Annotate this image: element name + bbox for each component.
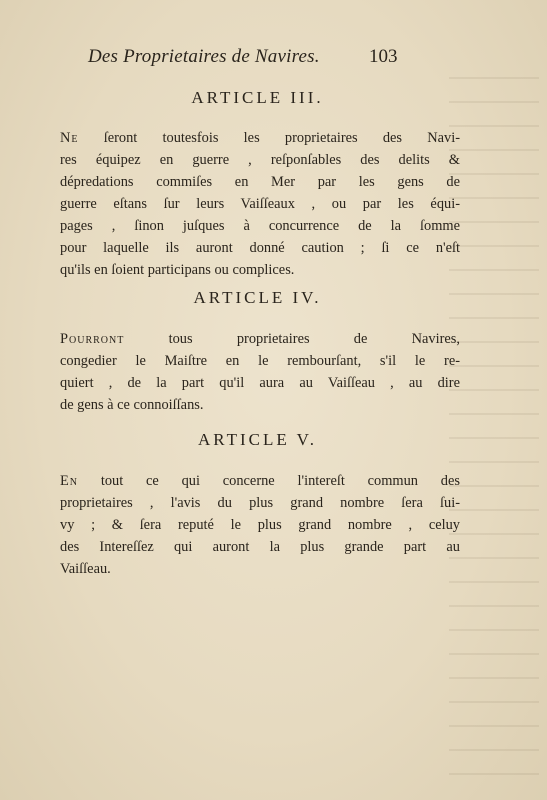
article-v-body <box>60 470 460 580</box>
text-line: guerre eſtans ſur leurs Vaiſſeaux , ou par les équi- <box>60 196 460 212</box>
text-line: congedier le Maiſtre en le rembourſant, s'il le re- <box>60 353 460 369</box>
page-number: 103 <box>369 46 398 67</box>
running-head <box>88 42 408 72</box>
text-line: Vaiſſeau. <box>60 561 111 577</box>
text-line: quiert , de la part qu'il aura au Vaiſſeau , au dire <box>60 375 460 391</box>
text-line: vy ; & ſera reputé le plus grand nombre , celuy <box>60 517 460 533</box>
lead-word: En <box>60 473 79 489</box>
lead-word: Ne <box>60 130 79 146</box>
text-line: En tout ce qui concerne l'intereſt commun des <box>60 473 460 489</box>
article-v-heading: ARTICLE V. <box>197 430 318 449</box>
text-line: pour laquelle ils auront donné caution ; ſi ce n'eſt <box>60 240 460 256</box>
article-iii-heading: ARTICLE III. <box>191 88 324 107</box>
text-line: pages , ſinon juſques à concurrence de la ſomme <box>60 218 460 234</box>
article-iv-heading: ARTICLE IV. <box>193 288 322 307</box>
article-iv-body <box>60 328 460 416</box>
text-line: res équipez en guerre , reſponſables des delits & <box>60 152 460 168</box>
text-line: proprietaires , l'avis du plus grand nombre ſera ſui- <box>60 495 460 511</box>
text-line: Ne ſeront toutesfois les proprietaires des Navi- <box>60 130 460 146</box>
bleed-through-texture <box>449 55 539 775</box>
running-head-title: Des Proprietaires de Navires. <box>88 46 320 67</box>
text-line: qu'ils en ſoient participans ou complices. <box>60 262 295 278</box>
text-line: dépredations commiſes en Mer par les gens de <box>60 174 460 190</box>
text-line: des Intereſſez qui auront la plus grande part au <box>60 539 460 555</box>
text-line: de gens à ce connoiſſans. <box>60 397 204 413</box>
lead-word: Pourront <box>60 331 125 347</box>
article-iii-body <box>60 127 460 281</box>
text-line: Pourront tous proprietaires de Navires, <box>60 331 460 347</box>
